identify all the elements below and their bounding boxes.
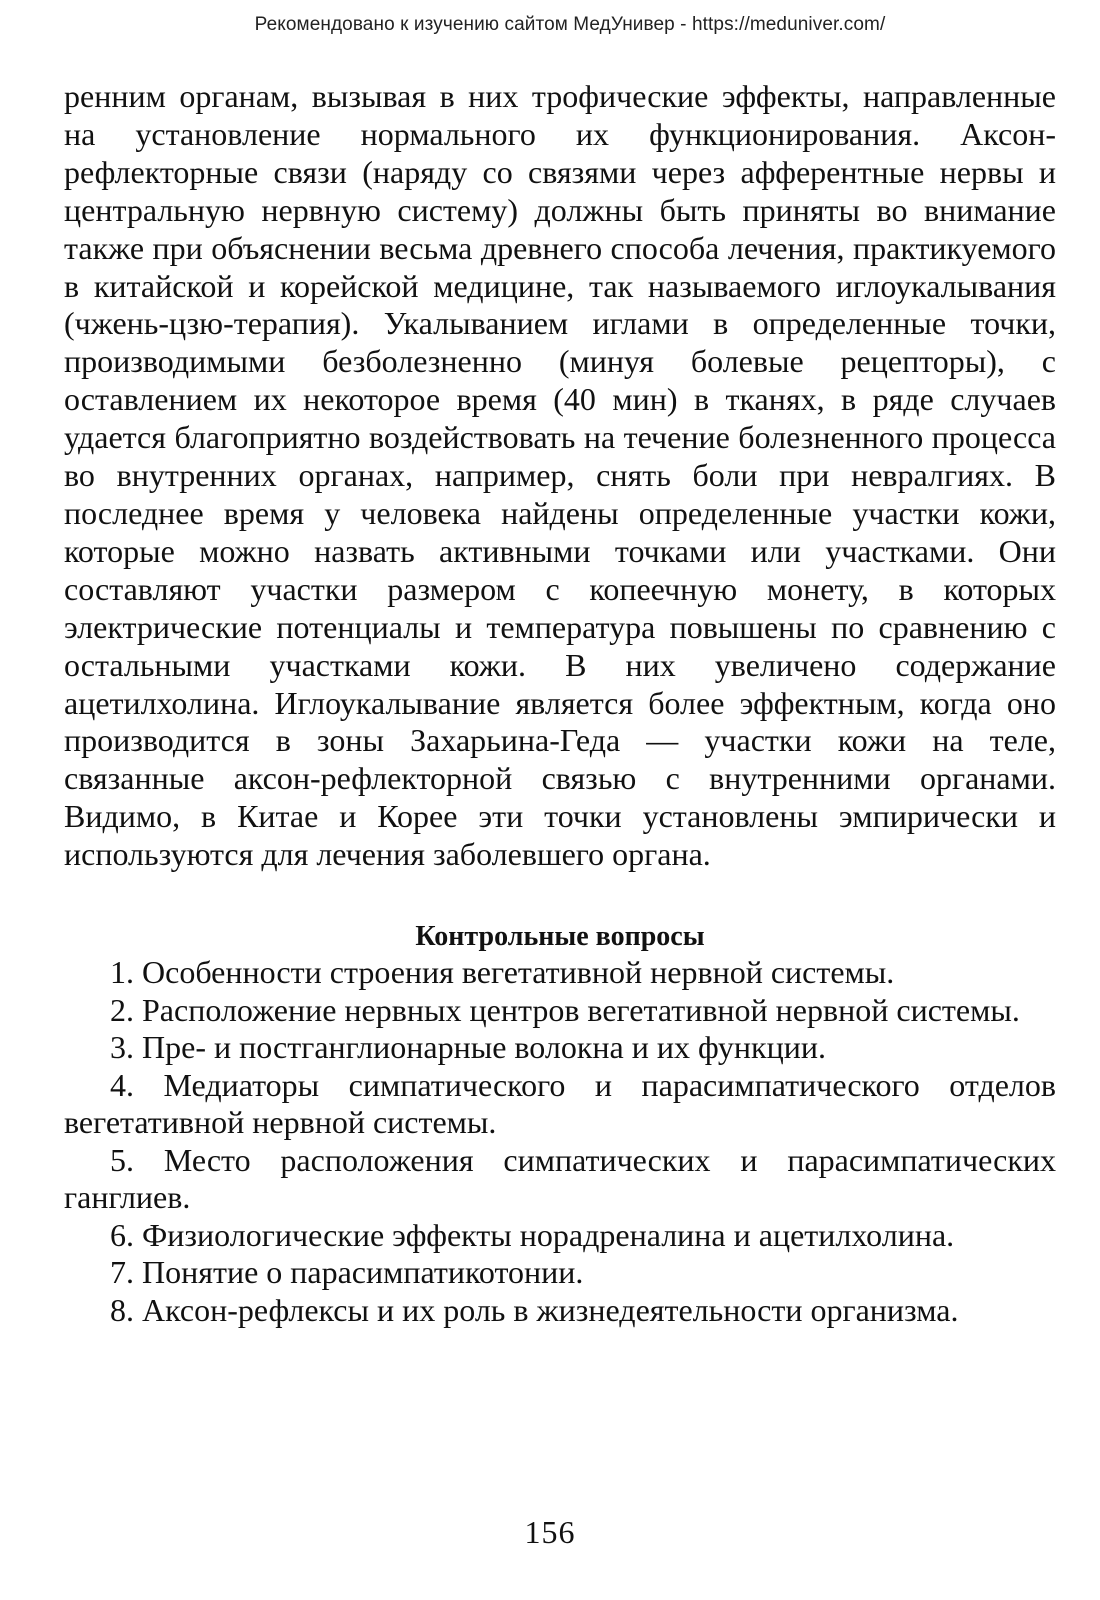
questions-list: [64, 954, 1056, 1329]
question-item: 3. Пре- и постганглионарные волокна и их функции.: [110, 1029, 826, 1066]
question-item: 2. Расположение нервных центров вегетативной нервной системы.: [110, 991, 1020, 1028]
question-item: 7. Понятие о парасимпатикотонии.: [110, 1254, 584, 1291]
question-item: 8. Аксон-рефлексы и их роль в жизнедеятельности организма.: [110, 1291, 959, 1328]
question-item: 5. Место расположения симпатических и парасимпатических ганглиев.: [64, 1141, 1056, 1216]
question-item: 1. Особенности строения вегетативной нервной системы.: [110, 954, 895, 991]
page-number: 156: [524, 1514, 576, 1550]
question-item: 4. Медиаторы симпатического и парасимпатического отделов вегетативной нервной системы.: [64, 1066, 1056, 1141]
section-heading: Контрольные вопросы: [415, 921, 705, 953]
body-paragraph: ренним органам, вызывая в них трофические эффекты, направленные на установление нормального их функционирования. Аксон-рефлекторные связи (наряду со связями через афферентные нервы и центральную нервную систему) должны быть приняты во внимание также при объяснении весьма древнего способа лечения, практикуемого в китайской и корейской медицине, так называемого иглоукалывания (чжень-цзю-терапия). Укалыванием иглами в определенные точки, производимыми безболезненно (минуя болевые рецепторы), с оставлением их некоторое время (40 мин) в тканях, в ряде случаев удается благоприятно воздействовать на течение болезненного процесса во внутренних органах, например, снять боли при невралгиях. В последнее время у человека найдены определенные участки кожи, которые можно назвать активными точками или участками. Они составляют участки размером с копеечную монету, в которых электрические потенциалы и температура повышены по сравнению с остальными участками кожи. В них увеличено содержание ацетилхолина. Иглоукалывание является более эффектным, когда оно производится в зоны Захарьина-Геда — участки кожи на теле, связанные аксон-рефлекторной связью с внутренними органами. Видимо, в Китае и Корее эти точки установлены эмпирически и используются для лечения заболевшего органа.: [64, 78, 1056, 873]
watermark-banner: Рекомендовано к изучению сайтом МедУнивер - https://meduniver.com/: [254, 14, 886, 35]
page-content: [64, 78, 1056, 1329]
question-item: 6. Физиологические эффекты норадреналина и ацетилхолина.: [110, 1216, 955, 1253]
